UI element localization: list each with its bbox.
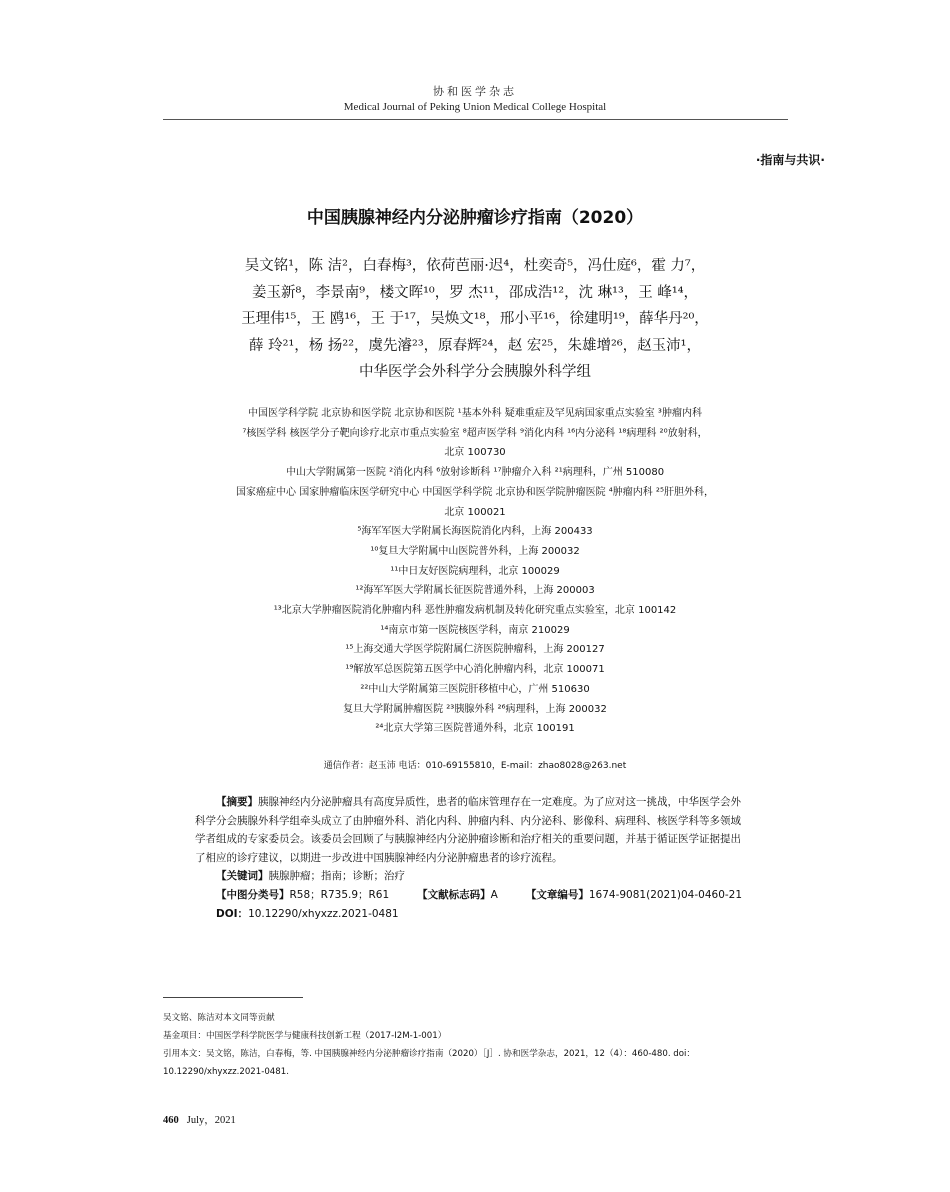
affiliation-line: 北京 100021 [444,506,506,518]
author-line: 王理伟¹⁵，王 鸥¹⁶，王 于¹⁷，吴焕文¹⁸，邢小平¹⁶，徐建明¹⁹，薛华丹²⁰， [241,311,709,327]
affiliation-line: ¹²海军军医大学附属长征医院普通外科，上海 200003 [355,585,595,597]
affiliation-line: ¹⁴南京市第一医院核医学科，南京 210029 [380,624,570,636]
affiliation-line: 中山大学附属第一医院 ²消化内科 ⁶放射诊断科 ¹⁷肿瘤介入科 ²¹病理科，广州 510080 [285,467,665,479]
keywords-row [195,867,805,886]
abstract-line: 科学分会胰腺外科学组牵头成立了由肿瘤外科、消化内科、肿瘤内科、内分泌科、影像科、病理科、核医学科等多领域 [195,814,741,827]
author-line: 薛 玲²¹，杨 扬²²，虞先濬²³，原春辉²⁴，赵 宏²⁵，朱雄增²⁶，赵玉沛¹， [249,337,701,354]
footnotes [163,1009,803,1081]
classification-row [195,886,805,905]
footnote-line: 引用本文：吴文铭，陈洁，白春梅，等. 中国胰腺神经内分泌肿瘤诊疗指南（2020）［J］. 协和医学杂志，2021，12（4）：460-480. doi： [163,1049,695,1059]
article-number-value: 1674-9081(2021)04-0460-21 [588,888,743,901]
article-number-label: 【文章编号】 [525,888,589,901]
abstract-label: 【摘要】 [216,796,258,808]
abstract-text: 胰腺神经内分泌肿瘤具有高度异质性，患者的临床管理存在一定难度。为了应对这一挑战，中华医学会外 [258,796,741,808]
affiliation-line: ¹⁰复旦大学附属中山医院普外科，上海 200032 [370,545,580,557]
doi-label: DOI： [216,907,249,920]
footnote-line: 10.12290/xhyxzz.2021-0481. [163,1067,289,1077]
abstract-line: 学者组成的专家委员会。该委员会回顾了与胰腺神经内分泌肿瘤诊断和治疗相关的重要问题，并基于循证医学证据提出 [195,833,741,846]
affiliation-line: ¹¹中日友好医院病理科，北京 100029 [390,565,560,577]
doi-row [195,905,805,924]
abstract-line: 了相应的诊疗建议，以期进一步改进中国胰腺神经内分泌肿瘤患者的诊疗流程。 [195,851,563,864]
affiliation-line: ¹⁵上海交通大学医学院附属仁济医院肿瘤科，上海 200127 [345,644,605,656]
keywords-label: 【关键词】 [216,870,269,883]
document-code-label: 【文献标志码】 [417,888,491,901]
affiliation-line: ¹³北京大学肿瘤医院消化肿瘤内科 恶性肿瘤发病机制及转化研究重点实验室，北京 100142 [273,605,677,617]
author-group: 中华医学会外科学分会胰腺外科学组 [359,364,591,380]
article-title: 中国胰腺神经内分泌肿瘤诊疗指南（2020） [306,208,644,228]
classification-label: 【中图分类号】 [216,888,290,901]
header-divider [163,119,788,120]
journal-name-en: Medical Journal of Peking Union Medical College Hospital [343,101,607,113]
page-footer [163,1112,236,1127]
author-line: 姜玉新⁸，李景南⁹，楼文晖¹⁰，罗 杰¹¹，邵成浩¹²，沈 琳¹³，王 峰¹⁴， [251,284,699,301]
author-list [150,253,800,386]
affiliation-line: 中国医学科学院 北京协和医学院 北京协和医院 ¹基本外科 疑难重症及罕见病国家重点实验室 ³肿瘤内科 [248,408,702,419]
affiliation-line: ⁵海军军医大学附属长海医院消化内科，上海 200433 [357,526,593,538]
keywords-value: 胰腺肿瘤；指南；诊断；治疗 [268,870,405,883]
doi-value: 10.12290/xhyxzz.2021-0481 [248,907,399,920]
classification-value: R58；R735.9；R61 [289,888,390,901]
author-line: 吴文铭¹，陈 洁²，白春梅³，依荷芭丽·迟⁴，杜奕奇⁵，冯仕庭⁶，霍 力⁷， [244,258,706,274]
footnote-divider [163,997,303,998]
affiliation-line: 北京 100730 [444,447,506,459]
document-code-value: A [490,888,498,901]
affiliation-line: 复旦大学附属肿瘤医院 ²³胰腺外科 ²⁶病理科，上海 200032 [343,703,607,715]
affiliation-list [150,404,800,739]
abstract-line [195,793,805,812]
footnote-line: 吴文铭、陈洁对本文同等贡献 [163,1013,275,1023]
page-number: 460 [163,1115,179,1126]
affiliation-line: ⁷核医学科 核医学分子靶向诊疗北京市重点实验室 ⁸超声医学科 ⁹消化内科 ¹⁶内分泌科 ¹⁸病理科 ²⁰放射科， [242,427,708,439]
affiliation-line: ¹⁹解放军总医院第五医学中心消化肿瘤内科，北京 100071 [345,664,605,676]
abstract-section [195,793,805,923]
affiliation-line: ²⁴北京大学第三医院普通外科，北京 100191 [375,723,575,735]
section-tag: ·指南与共识· [755,153,825,167]
correspondence-info: 通信作者：赵玉沛 电话：010-69155810，E-mail：zhao8028@263.net [323,761,627,771]
journal-name-cn: 协和医学杂志 [433,85,517,98]
affiliation-line: 国家癌症中心 国家肿瘤临床医学研究中心 中国医学科学院 北京协和医学院肿瘤医院 ⁴肿瘤内科 ²⁵肝胆外科， [236,486,714,498]
footnote-line: 基金项目：中国医学科学院医学与健康科技创新工程（2017-I2M-1-001） [163,1031,447,1041]
issue-date: July，2021 [186,1115,236,1126]
affiliation-line: ²²中山大学附属第三医院肝移植中心，广州 510630 [360,683,590,695]
